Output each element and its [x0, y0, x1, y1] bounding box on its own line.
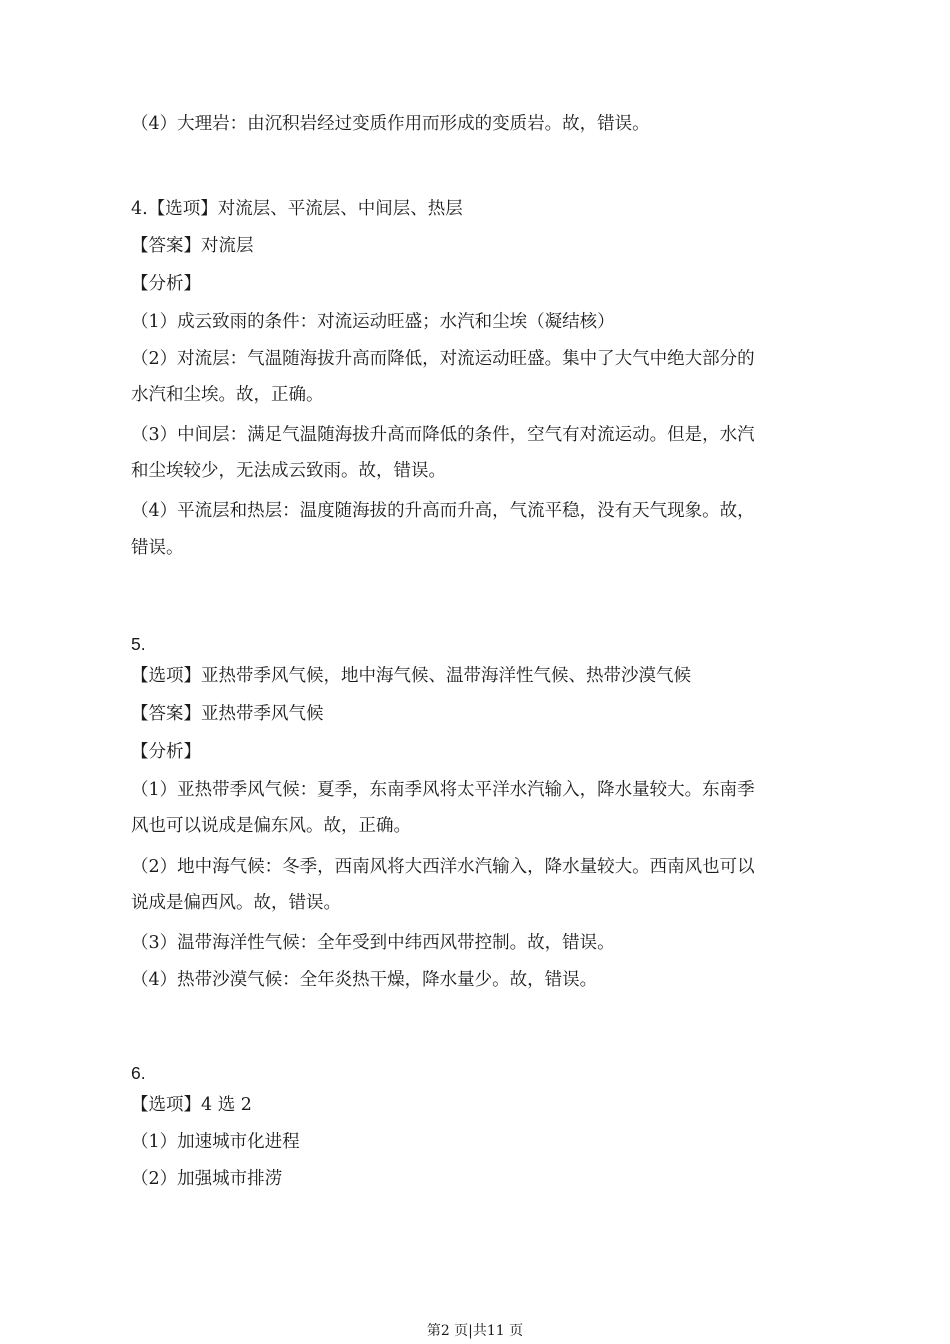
text-line: （4）大理岩：由沉积岩经过变质作用而形成的变质岩。故，错误。 — [131, 114, 650, 134]
question-number: 6. — [131, 1063, 146, 1083]
answer-line: 【答案】亚热带季风气候 — [131, 704, 324, 724]
question-heading: 4.【选项】对流层、平流层、中间层、热层 — [131, 199, 463, 219]
analysis-label: 【分析】 — [131, 274, 201, 294]
text-line: （1）亚热带季风气候：夏季，东南季风将太平洋水汽输入，降水量较大。东南季 — [131, 780, 755, 800]
analysis-label: 【分析】 — [131, 742, 201, 762]
options-line: 【选项】亚热带季风气候，地中海气候、温带海洋性气候、热带沙漠气候 — [131, 666, 691, 686]
options-line: 【选项】4 选 2 — [131, 1095, 252, 1115]
text-line: （4）平流层和热层：温度随海拔的升高而升高，气流平稳，没有天气现象。故， — [131, 501, 755, 521]
text-line: 说成是偏西风。故，错误。 — [131, 893, 341, 913]
text-line: （3）中间层：满足气温随海拔升高而降低的条件，空气有对流运动。但是，水汽 — [131, 425, 755, 445]
text-line: 水汽和尘埃。故，正确。 — [131, 385, 324, 405]
page-footer: 第2 页|共11 页 — [426, 1323, 524, 1339]
text-line: （1）加速城市化进程 — [131, 1132, 300, 1152]
text-line: 风也可以说成是偏东风。故，正确。 — [131, 816, 411, 836]
text-line: （1）成云致雨的条件：对流运动旺盛；水汽和尘埃（凝结核） — [131, 312, 615, 332]
text-line: （3）温带海洋性气候：全年受到中纬西风带控制。故，错误。 — [131, 933, 615, 953]
text-line: 和尘埃较少，无法成云致雨。故，错误。 — [131, 461, 446, 481]
text-line: （4）热带沙漠气候：全年炎热干燥，降水量少。故，错误。 — [131, 970, 598, 990]
text-line: （2）加强城市排涝 — [131, 1169, 283, 1189]
question-number: 5. — [131, 634, 146, 654]
text-line: （2）地中海气候：冬季，西南风将大西洋水汽输入，降水量较大。西南风也可以 — [131, 857, 755, 877]
text-line: 错误。 — [131, 538, 184, 558]
text-line: （2）对流层：气温随海拔升高而降低，对流运动旺盛。集中了大气中绝大部分的 — [131, 349, 755, 369]
answer-line: 【答案】对流层 — [131, 236, 254, 256]
